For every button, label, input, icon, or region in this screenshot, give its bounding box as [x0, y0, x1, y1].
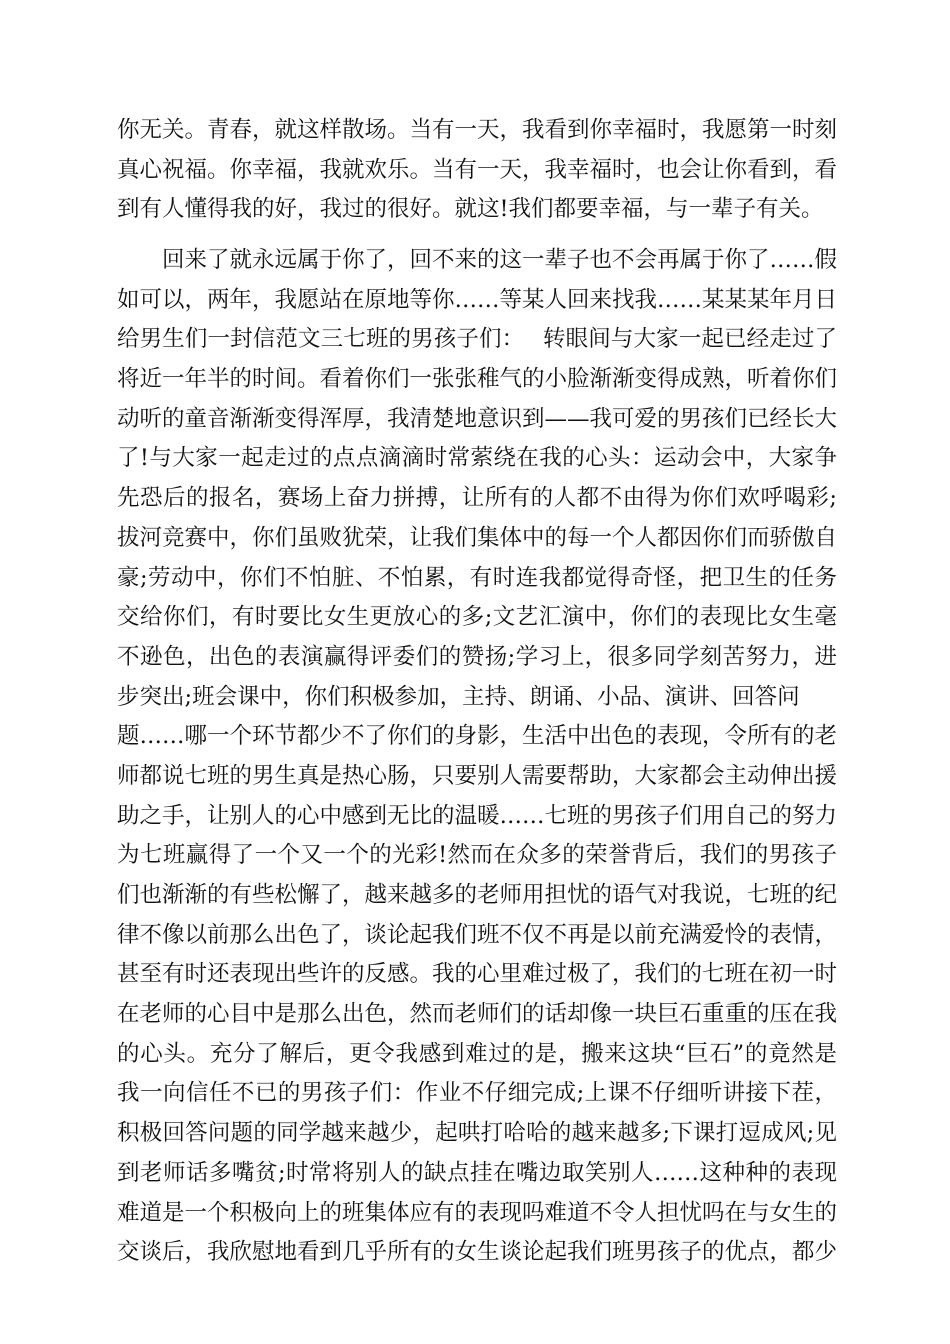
text-line: 如可以，两年，我愿站在原地等你……等某人回来找我……某某某年月日 [117, 286, 837, 313]
text-line: 为七班赢得了一个又一个的光彩!然而在众多的荣誉背后，我们的男孩子 [117, 842, 837, 869]
text-line: 了!与大家一起走过的点点滴滴时常萦绕在我的心头：运动会中，大家争 [117, 445, 837, 472]
text-line: 拔河竞赛中，你们虽败犹荣，让我们集体中的每一个人都因你们而骄傲自 [117, 524, 837, 551]
text-line: 交给你们，有时要比女生更放心的多;文艺汇演中，你们的表现比女生毫 [117, 604, 837, 631]
text-line: 律不像以前那么出色了，谈论起我们班不仅不再是以前充满爱怜的表情， [117, 921, 837, 948]
text-line: 我一向信任不已的男孩子们：作业不仔细完成;上课不仔细听讲接下茬， [117, 1080, 837, 1107]
text-line: 师都说七班的男生真是热心肠，只要别人需要帮助，大家都会主动伸出援 [117, 762, 837, 789]
text-line: 在老师的心目中是那么出色，然而老师们的话却像一块巨石重重的压在我 [117, 1001, 837, 1028]
text-line: 回来了就永远属于你了，回不来的这一辈子也不会再属于你了……假 [117, 247, 837, 273]
text-line: 不逊色，出色的表演赢得评委们的赞扬;学习上，很多同学刻苦努力，进 [117, 643, 837, 670]
text-line: 步突出;班会课中，你们积极参加，主持、朗诵、小品、演讲、回答问 [117, 683, 800, 710]
text-line: 们也渐渐的有些松懈了，越来越多的老师用担忧的语气对我说，七班的纪 [117, 882, 837, 908]
paragraph-2 [117, 241, 837, 1273]
text-line: 给男生们一封信范文三七班的男孩子们： 转眼间与大家一起已经走过了 [117, 326, 837, 353]
paragraph-1 [117, 111, 837, 230]
text-line: 到老师话多嘴贫;时常将别人的缺点挂在嘴边取笑别人……这种种的表现 [117, 1159, 837, 1186]
text-line: 豪;劳动中，你们不怕脏、不怕累，有时连我都觉得奇怪，把卫生的任务 [117, 564, 837, 591]
text-line: 助之手，让别人的心中感到无比的温暖……七班的男孩子们用自己的努力 [117, 802, 837, 829]
text-line: 到有人懂得我的好，我过的很好。就这!我们都要幸福，与一辈子有关。 [117, 196, 824, 223]
text-line: 先恐后的报名，赛场上奋力拼搏，让所有的人都不由得为你们欢呼喝彩; [117, 485, 837, 512]
text-line: 交谈后，我欣慰地看到几乎所有的女生谈论起我们班男孩子的优点，都少 [117, 1239, 837, 1266]
text-line: 甚至有时还表现出些许的反感。我的心里难过极了，我们的七班在初一时 [117, 961, 837, 988]
text-line: 你无关。青春，就这样散场。当有一天，我看到你幸福时，我愿第一时刻 [117, 117, 837, 143]
text-line: 真心祝福。你幸福，我就欢乐。当有一天，我幸福时，也会让你看到，看 [117, 156, 837, 183]
text-line: 将近一年半的时间。看着你们一张张稚气的小脸渐渐变得成熟，听着你们 [117, 366, 837, 393]
text-line: 难道是一个积极向上的班集体应有的表现吗难道不令人担忧吗在与女生的 [117, 1199, 837, 1226]
text-line: 积极回答问题的同学越来越少，起哄打哈哈的越来越多;下课打逗成风;见 [117, 1120, 837, 1147]
text-line: 的心头。充分了解后，更令我感到难过的是，搬来这块“巨石”的竟然是 [117, 1040, 837, 1067]
text-line: 题……哪一个环节都少不了你们的身影，生活中出色的表现，令所有的老 [117, 723, 837, 750]
text-line: 动听的童音渐渐变得浑厚，我清楚地意识到——我可爱的男孩们已经长大 [117, 405, 837, 432]
